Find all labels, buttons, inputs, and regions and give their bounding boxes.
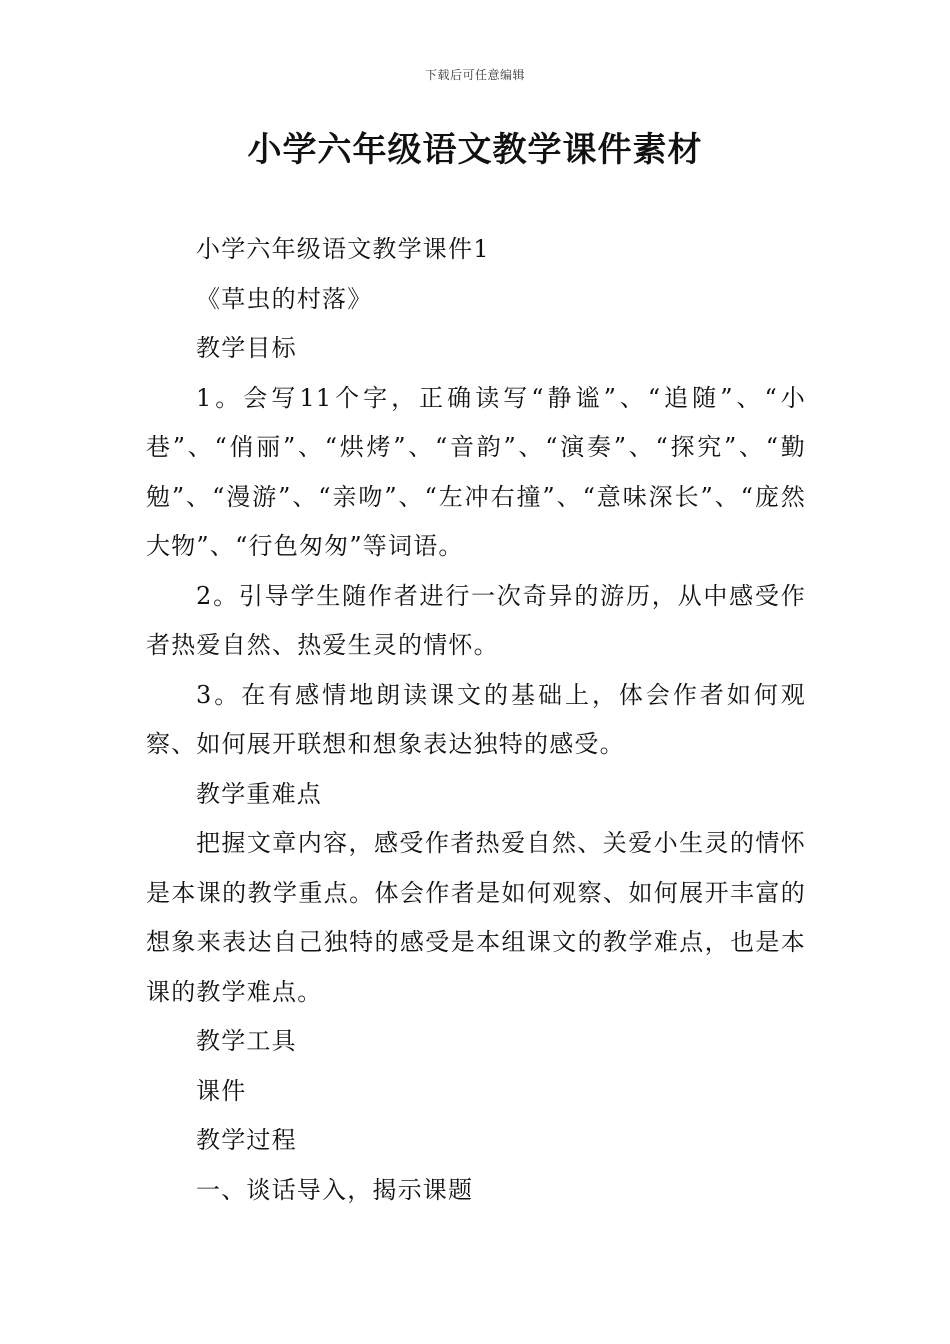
section-heading-tools: 教学工具 <box>196 1027 297 1055</box>
section-heading-key-points: 教学重难点 <box>196 779 322 808</box>
document-title: 小学六年级语文教学课件素材 <box>247 130 703 170</box>
section-heading-objectives: 教学目标 <box>196 334 297 362</box>
lesson-title: 《草虫的村落》 <box>196 284 373 313</box>
key-points-text: 把握文章内容，感受作者热爱自然、关爱小生灵的情怀是本课的教学重点。体会作者是如何观察、如何展开丰富的想象来表达自己独特的感受是本组课文的教学难点，也是本课的教学难点。 <box>146 829 806 1006</box>
objective-3: 3。在有感情地朗读课文的基础上，体会作者如何观察、如何展开联想和想象表达独特的感受。 <box>146 680 806 758</box>
document-body <box>146 225 806 1215</box>
section-heading-process: 教学过程 <box>196 1126 297 1154</box>
lesson-heading: 小学六年级语文教学课件1 <box>196 235 490 263</box>
objective-1: 1。会写11个字，正确读写“静谧”、“追随”、“小巷”、“俏丽”、“烘烤”、“音韵”、“演奏”、“探究”、“勤勉”、“漫游”、“亲吻”、“左冲右撞”、“意味深长”、“庞然大物”、“行色匆匆”等词语。 <box>146 383 806 560</box>
header-note: 下载后可任意编辑 <box>424 68 525 82</box>
objective-2: 2。引导学生随作者进行一次奇异的游历，从中感受作者热爱自然、热爱生灵的情怀。 <box>146 581 806 659</box>
process-step-1: 一、谈话导入，揭示课题 <box>196 1175 474 1204</box>
tools-text: 课件 <box>196 1076 247 1105</box>
